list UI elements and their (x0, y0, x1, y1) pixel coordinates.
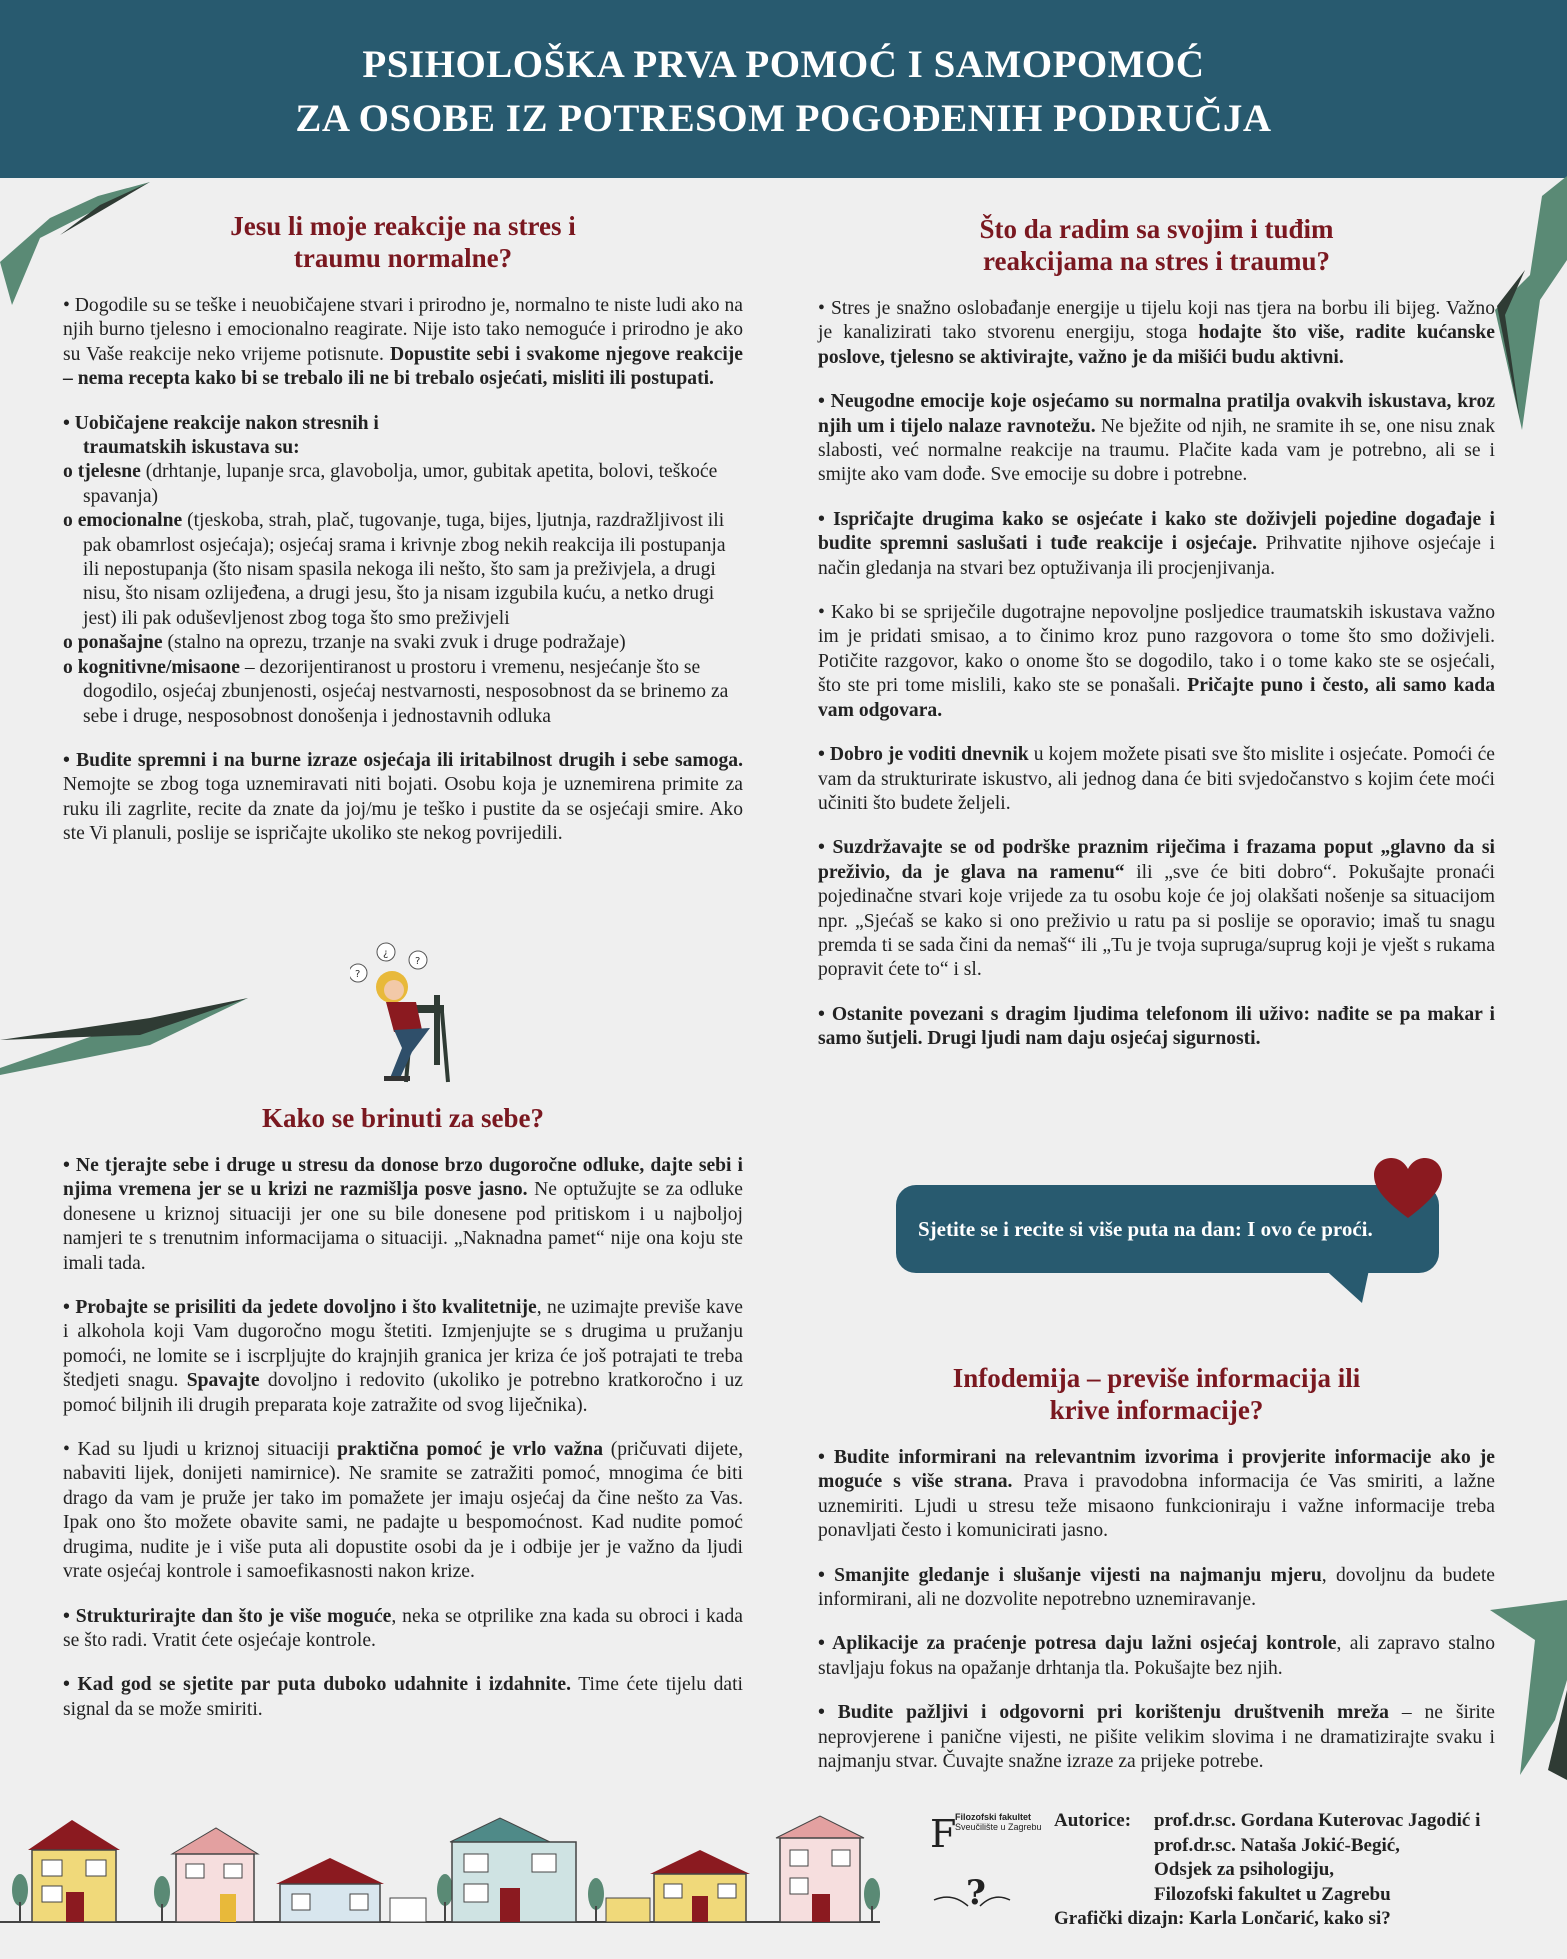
paragraph: • Kad god se sjetite par puta duboko udahnite i izdahnite. Time ćete tijelu dati signal da se može smiriti. (63, 1674, 743, 1720)
right-column-lower (818, 1362, 1495, 1774)
paragraph: • Budite informirani na relevantnim izvorima i provjerite informacije ako je moguće s više strana. Prava i pravodobna informacija će Vas smiriti, a lažne uznemiriti. Ljudi u stresu teže misaono funkcioniraju i važne informacije treba ponavljati često i komunicirati jasno. (818, 1447, 1496, 1542)
page-title-line1: PSIHOLOŠKA PRVA POMOĆ I SAMOPOMOĆ (362, 43, 1205, 86)
paragraph: • Dogodile su se teške i neuobičajene stvari i prirodno je, normalno te niste ludi ako na njih burno tjelesno i emocionalno reagirate. Nije isto tako nemoguće i prirodno je ako su Vaše reakcije neko vrijeme potisnute. Dopustite sebi i svakome njegove reakcije – nema recepta kako bi se trebalo ili ne bi trebalo osjećati, misliti ili postupati. (63, 295, 743, 390)
paragraph: • Kako bi se spriječile dugotrajne nepovoljne posljedice traumatskih iskustava važno im je pridati smisao, a to činimo kroz puno razgovora o tome što smo doživjeli. Potičite razgovor, kako o onome što se dogodilo, tako i o tome kako ste se osjećali, što ste pri tome mislili, kako ste se ponašali. Pričajte puno i često, ali samo kada vam odgovara. (818, 602, 1496, 721)
list-item: o kognitivne/misaone – dezorijentiranost u prostoru i vremenu, nesjećanje što se dogodilo, osjećaj zbunjenosti, osjećaj nestvarnosti, nesposobnost da se brinemo za sebe i druge, nesposobnost donošenja i jednostavnih odluka (63, 656, 729, 727)
paragraph: • Budite pažljivi i odgovorni pri korištenju društvenih mreža – ne širite neprovjerene i panične vijesti, ne pišite velikim slovima i ne dramatizirajte svaku i najmanju stvar. Čuvajte snažne izraze za prijeke potrebe. (818, 1702, 1496, 1773)
section-title-what-to-do: Što da radim sa svojim i tuđim reakcijama na stres i traumu? (979, 214, 1334, 276)
paragraph: • Smanjite gledanje i slušanje vijesti na najmanju mjeru, dovoljnu da budete informirani, ali ne dozvolite nepotrebno uznemiravanje. (818, 1564, 1495, 1611)
paragraph: • Budite spremni i na burne izraze osjećaja ili iritabilnost drugih i sebe samoga. Nemojte se zbog toga uznemiravati niti bojati. Osobu koja je uznemirena primite za ruku ili zagrlite, recite da znate da joj/mu je teško i pustite da se osjećaji smire. Ako ste Vi planuli, poslije se ispričajte ukoliko ste nekog povrijedili. (63, 749, 743, 845)
paragraph: • Suzdržavajte se od podrške praznim riječima i frazama poput „glavno da si preživio, da je glava na ramenu“ ili „sve će biti dobro“. Pokušajte pronaći pojedinačne stvari koje vrijede za tu osobu koje će joj olakšati nošenje sa situacijom npr. „Sjećaš se kako si ono preživio u ratu pa si poslije se oporavio; imaš tu snagu premda ti se sada čini da nemaš“ ili „Tu je tvoja supruga/suprug koji je vješt s rukama popravit ćete to“ i sl. (818, 837, 1495, 981)
left-column (63, 210, 743, 847)
list-heading: • Uobičajene reakcije nakon stresnih i traumatskih iskustava su: (63, 412, 379, 459)
houses-illustration (0, 1810, 900, 1930)
authors-block: Autorice: prof.dr.sc. Gordana Kuterovac Jagodić i prof.dr.sc. Nataša Jokić-Begić, Odsjek za psihologiju, Filozofski fakultet u Zagrebu Grafički dizajn: Karla Lončarić, kako si? (1054, 1810, 1481, 1929)
svg-text:?: ? (415, 956, 421, 967)
svg-text:F: F (930, 1812, 957, 1856)
svg-text:¿: ¿ (383, 948, 389, 959)
page-title-line2: ZA OSOBE IZ POTRESOM POGOĐENIH PODRUČJA (295, 97, 1272, 140)
svg-text:?: ? (966, 1873, 986, 1913)
paragraph: • Ostanite povezani s dragim ljudima telefonom ili uživo: nađite se pa makar i samo šutjeli. Drugi ljudi nam daju osjećaj sigurnosti. (818, 1003, 1495, 1050)
paragraph: • Dobro je voditi dnevnik u kojem možete pisati sve što mislite i osjećate. Pomoći će vam da strukturirate iskustvo, ali jednog dana će biti svjedočanstvo s kojim ćete moći učiniti što budete željeli. (818, 744, 1496, 814)
list-item: o tjelesne (drhtanje, lupanje srca, glavobolja, umor, gubitak apetita, bolovi, teškoće spavanja) (63, 461, 718, 507)
paragraph: • Ne tjerajte sebe i druge u stresu da donose brzo dugoročne odluke, dajte sebi i njima vremena jer se u krizi ne razmišlja posve jasno. Ne optužujte se za odluke donesene u kriznoj situaciji jer one su bile donesene pod pritiskom i u najboljoj namjeri te s trenutnim informacijama o situaciji. „Naknadna pamet“ nije ona koju ste imali tada. (63, 1155, 743, 1274)
section-title-normal-reactions: Jesu li moje reakcije na stres i traumu normalne? (230, 211, 576, 273)
svg-text:?: ? (355, 969, 361, 980)
faculty-logo-text: Filozofski fakultet Sveučilište u Zagrebu (955, 1812, 1042, 1832)
paragraph: • Neugodne emocije koje osjećamo su normalna pratilja ovakvih iskustava, kroz njih um i tijelo nalaze ravnotežu. Ne bježite od njih, ne sramite ih se, one nisu znak slabosti, već normalne reakcije na traumu. Plačite kada vam je potrebno, ali se i smijte ako vam dođe. Sve emocije su dobre i potrebne. (818, 391, 1495, 486)
authors-label: Autorice: (1054, 1810, 1132, 1831)
section-title-self-care: Kako se brinuti za sebe? (261, 1103, 544, 1133)
section-title-infodemic: Infodemija – previše informacija ili krive informacije? (952, 1363, 1361, 1425)
list-item: o ponašajne (stalno na oprezu, trzanje na svaki zvuk i druge podražaje) (63, 632, 626, 654)
paragraph: • Kad su ljudi u kriznoj situaciji praktična pomoć je vrlo važna (pričuvati dijete, nabaviti lijek, donijeti namirnice). Ne sramite se zatražiti pomoć, mnogima će biti drago da vam je pruže jer tako im pomažete jer imaju osjećaj da čine nešto za Vas. Ipak ono što možete obavite sami, ne padajte u bespomoćnost. Kad nudite pomoć drugima, nudite je i više puta ali dopustite osobi da je i odbije jer je važno da ljudi vrate osjećaj kontrole i samoefikasnosti nakon krize. (63, 1439, 743, 1583)
paragraph: • Stres je snažno oslobađanje energije u tijelu koji nas tjera na borbu ili bijeg. Važno je kanalizirati tako stvorenu energiju, stoga hodajte što više, radite kućanske poslove, tjelesno se aktivirajte, važno je da mišići budu aktivni. (818, 298, 1495, 368)
list-item: o emocionalne (tjeskoba, strah, plač, tugovanje, tuga, bijes, ljutnja, razdražljivost ili pak obamrlost osjećaja); osjećaj srama i krivnje zbog nekih reakcija ili postupanja ili nepostupanja (što nisam spasila nekoga ili nešto, što sam ja preživjela, a drugi nisu, što nisam ozlijeđena, a drugi jesu, što ja nisam izgubila kuću, a netko drugi jest) ili pak oduševljenost zbog toga što smo preživjeli (63, 510, 726, 629)
paragraph: • Ispričajte drugima kako se osjećate i kako ste doživjeli pojedine događaje i budite spremni saslušati i tuđe reakcije i osjećaje. Prihvatite njihove osjećaje i način gledanja na stvari bez optuživanja ili procjenjivanja. (818, 508, 1495, 579)
right-column (818, 213, 1495, 1052)
left-column-lower (63, 1102, 743, 1722)
reminder-bubble: Sjetite se i recite si više puta na dan: I ovo će proći. (896, 1185, 1439, 1273)
worried-person-illustration (350, 940, 460, 1085)
paragraph: • Strukturirajte dan što je više moguće, neka se otprilike zna kada su obroci i kada se što radi. Vratit ćete osjećaje kontrole. (63, 1605, 743, 1651)
kako-si-logo-icon (932, 1870, 1012, 1916)
design-label: Grafički dizajn: (1054, 1908, 1185, 1929)
heart-icon (1374, 1158, 1442, 1220)
paragraph: • Probajte se prisiliti da jedete dovoljno i što kvalitetnije, ne uzimajte previše kave i alkohola koji Vam dugoročno mogu štetiti. Izmjenjujte se s drugima u pružanju pomoći, ne lomite se i iscrpljujte do krajnjih granica jer kriza će još potrajati te treba štedjeti snagu. Spavajte dovoljno i redovito (ukoliko je potrebno kratkoročno i uz pomoć biljnih ili drugih preparata koje zatražite od svog liječnika). (63, 1297, 743, 1416)
paragraph: • Aplikacije za praćenje potresa daju lažni osjećaj kontrole, ali zapravo stalno stavljaju fokus na opažanje drhtanja tla. Pokušajte bez njih. (818, 1633, 1495, 1679)
